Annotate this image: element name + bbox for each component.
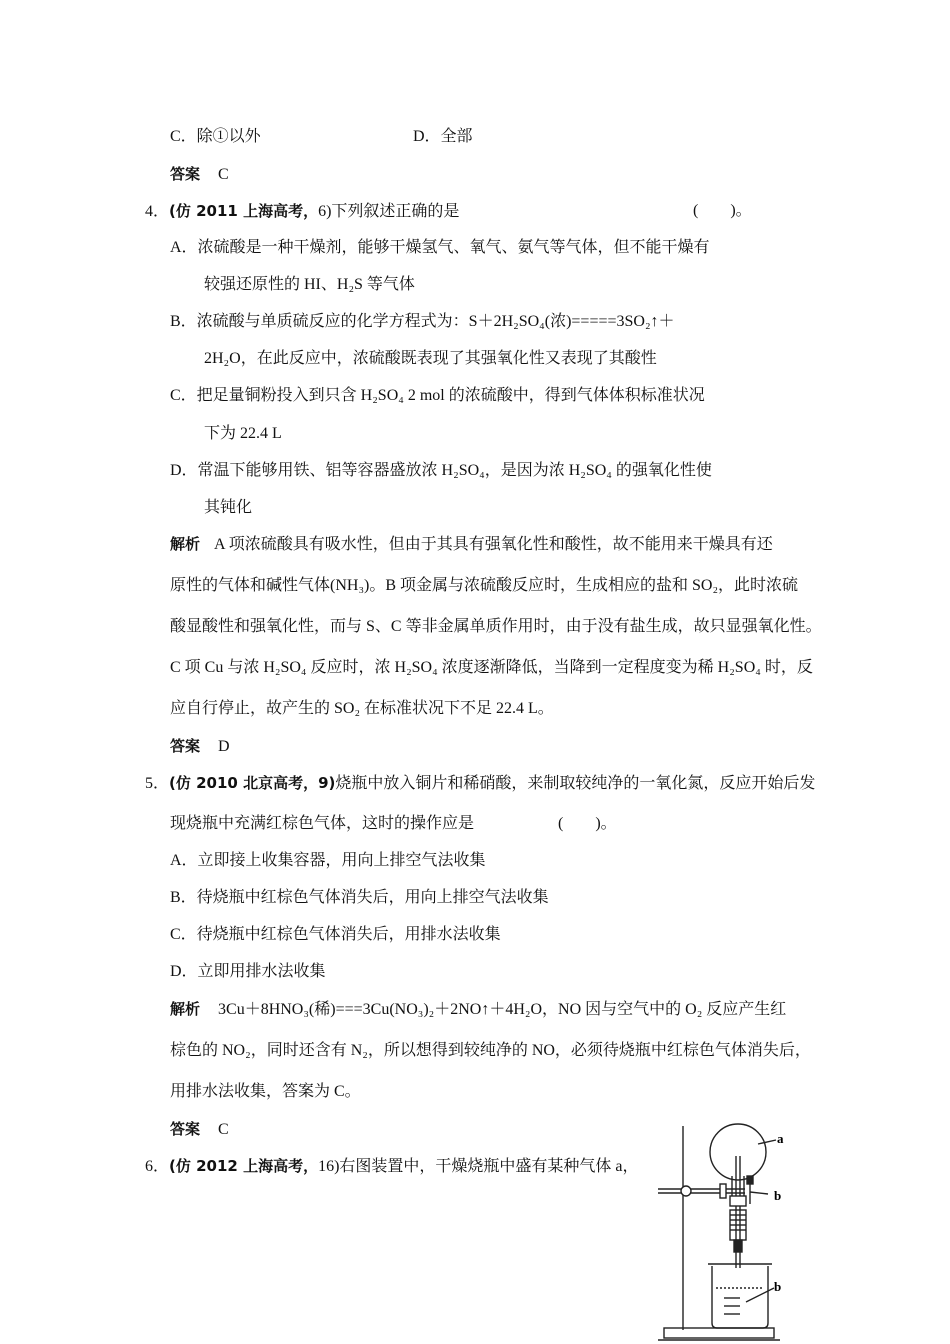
figure-label-a: a: [777, 1131, 784, 1146]
question-text: 烧瓶中放入铜片和稀硝酸，来制取较纯净的一氧化氮，反应开始后发: [335, 775, 816, 792]
question-source: (仿 2010 北京高考，9): [169, 774, 336, 792]
answer-value: D: [218, 738, 230, 755]
q4-option-c-line1: C．把足量铜粉投入到只含 H₂SO₄ 2 mol 的浓硫酸中，得到气体体积标准状况: [170, 387, 705, 404]
question-text: 16)右图装置中，干燥烧瓶中盛有某种气体 a，: [318, 1158, 639, 1175]
stand-base: [664, 1328, 774, 1338]
answer-label: 答案: [170, 165, 201, 183]
answer-value: C: [218, 166, 229, 183]
q5-option-c: C．待烧瓶中红棕色气体消失后，用排水法收集: [170, 926, 501, 943]
answer-label: 答案: [170, 737, 201, 755]
question-source: (仿 2012 上海高考，: [169, 1157, 319, 1175]
figure-label-b-lower: b: [774, 1279, 782, 1294]
q5-analysis-line3: 用排水法收集，答案为 C。: [170, 1083, 361, 1100]
q4-answer-blank: ( )。: [693, 202, 752, 219]
q3-option-d: D．全部: [413, 128, 473, 145]
analysis-text: A 项浓硫酸具有吸水性，但由于其具有强氧化性和酸性，故不能用来干燥具有还: [214, 536, 773, 553]
q5-option-b: B．待烧瓶中红棕色气体消失后，用向上排空气法收集: [170, 889, 549, 906]
q5-option-a: A．立即接上收集容器，用向上排空气法收集: [170, 852, 486, 869]
q5-stem-line1: [145, 773, 815, 794]
q4-answer: [170, 736, 230, 757]
analysis-label: 解析: [170, 535, 201, 553]
flask: [710, 1124, 766, 1180]
analysis-text: 3Cu＋8HNO₃(稀)===3Cu(NO₃)₂＋2NO↑＋4H₂O，NO 因与空气中的 O₂ 反应产生红: [218, 1001, 787, 1018]
q5-analysis-line2: 棕色的 NO₂，同时还含有 N₂，所以想得到较纯净的 NO，必须待烧瓶中红棕色气体消失后，: [170, 1042, 811, 1059]
apparatus-figure: [650, 1118, 790, 1344]
q4-option-c-line2: 下为 22.4 L: [204, 425, 282, 442]
q3-answer: [170, 164, 229, 185]
q4-option-b-line2: 2H₂O，在此反应中，浓硫酸既表现了其强氧化性又表现了其酸性: [204, 350, 657, 367]
answer-value: C: [218, 1121, 229, 1138]
q4-option-a-line1: A．浓硫酸是一种干燥剂，能够干燥氢气、氧气、氨气等气体，但不能干燥有: [170, 239, 710, 256]
q5-analysis-line1: [170, 999, 786, 1020]
figure-label-b-upper: b: [774, 1188, 782, 1203]
question-number: 6．: [145, 1158, 170, 1175]
q4-stem: [145, 201, 459, 222]
q6-stem: [145, 1156, 639, 1177]
q4-analysis-line4: C 项 Cu 与浓 H₂SO₄ 反应时，浓 H₂SO₄ 浓度逐渐降低，当降到一定程度变为稀 H₂SO₄ 时，反: [170, 659, 813, 676]
q4-analysis-line2: 原性的气体和碱性气体(NH₃)。B 项金属与浓硫酸反应时，生成相应的盐和 SO₂，此时浓硫: [170, 577, 799, 594]
question-number: 5．: [145, 775, 170, 792]
q4-analysis-line1: [170, 534, 773, 555]
beaker: [712, 1266, 768, 1328]
q4-analysis-line5: 应自行停止，故产生的 SO₂ 在标准状况下不足 22.4 L。: [170, 700, 554, 717]
answer-label: 答案: [170, 1120, 201, 1138]
q4-option-b-line1: B．浓硫酸与单质硫反应的化学方程式为：S＋2H₂SO₄(浓)=====3SO₂↑＋: [170, 313, 675, 330]
q5-answer-blank: ( )。: [558, 815, 617, 832]
q5-answer: [170, 1119, 229, 1140]
q4-option-d-line1: D．常温下能够用铁、铝等容器盛放浓 H₂SO₄，是因为浓 H₂SO₄ 的强氧化性使: [170, 462, 712, 479]
question-source: (仿 2011 上海高考，: [169, 202, 319, 220]
q4-option-a-line2: 较强还原性的 HI、H₂S 等气体: [204, 276, 415, 293]
analysis-label: 解析: [170, 1000, 201, 1018]
q5-stem-line2: 现烧瓶中充满红棕色气体，这时的操作应是: [170, 815, 475, 832]
question-number: 4．: [145, 203, 170, 220]
q4-analysis-line3: 酸显酸性和强氧化性，而与 S、C 等非金属单质作用时，由于没有盐生成，故只显强氧化性。: [170, 618, 822, 635]
q3-option-c: C．除①以外: [170, 128, 261, 145]
question-text: 6)下列叙述正确的是: [318, 203, 460, 220]
q4-option-d-line2: 其钝化: [204, 499, 253, 516]
q5-option-d: D．立即用排水法收集: [170, 963, 326, 980]
